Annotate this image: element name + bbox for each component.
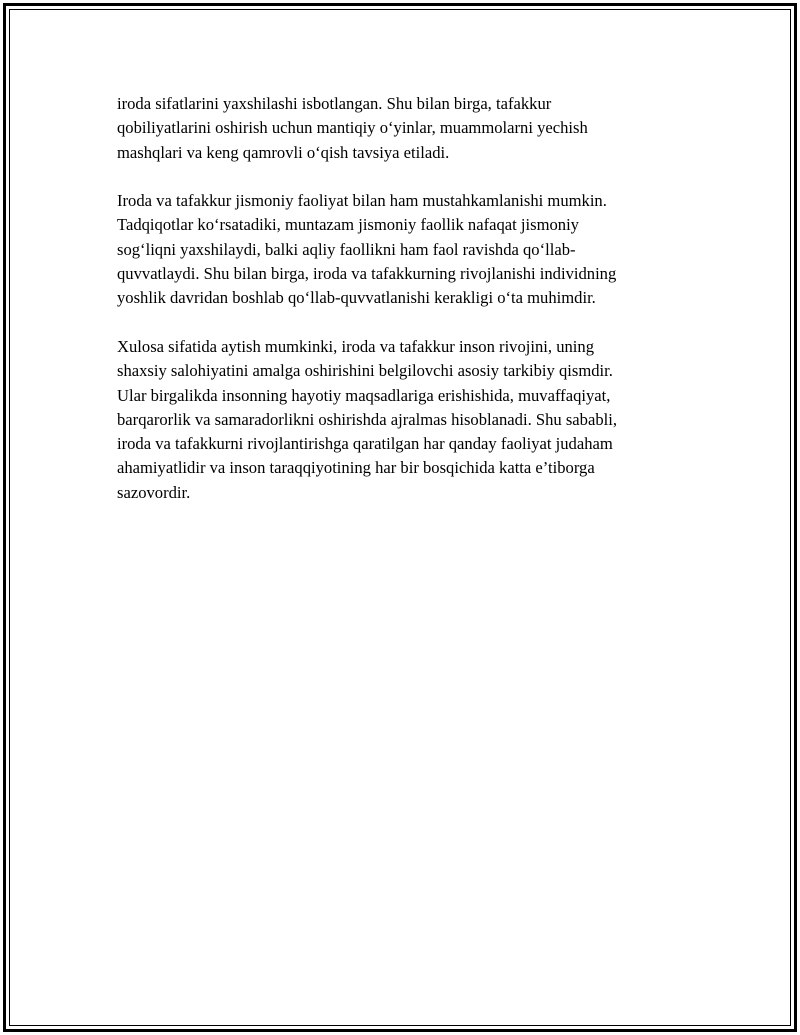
text-line: quvvatlaydi. Shu bilan birga, iroda va tafakkurning rivojlanishi individning: [117, 264, 617, 284]
text-line: qobiliyatlarini oshirish uchun mantiqiy o‘yinlar, muammolarni yechish: [117, 118, 588, 138]
text-line: Iroda va tafakkur jismoniy faoliyat bilan ham mustahkamlanishi mumkin.: [117, 191, 607, 211]
text-line: yoshlik davridan boshlab qo‘llab-quvvatlanishi kerakligi o‘ta muhimdir.: [117, 288, 596, 308]
paragraph-3: [117, 335, 677, 505]
text-line: Xulosa sifatida aytish mumkinki, iroda va tafakkur inson rivojini, uning: [117, 336, 594, 356]
text-line: Ular birgalikda insonning hayotiy maqsadlariga erishishida, muvaffaqiyat,: [117, 385, 611, 405]
paragraph-1: [117, 92, 677, 165]
text-line: shaxsiy salohiyatini amalga oshirishini belgilovchi asosiy tarkibiy qismdir.: [117, 361, 613, 381]
text-line: Tadqiqotlar ko‘rsatadiki, muntazam jismoniy faollik nafaqat jismoniy: [117, 215, 579, 235]
text-line: sog‘liqni yaxshilaydi, balki aqliy faollikni ham faol ravishda qo‘llab-: [117, 239, 576, 259]
document-body: [117, 92, 677, 529]
text-line: barqarorlik va samaradorlikni oshirishda ajralmas hisoblanadi. Shu sababli,: [117, 409, 617, 429]
text-line: mashqlari va keng qamrovli o‘qish tavsiya etiladi.: [117, 142, 450, 162]
text-line: sazovordir.: [117, 482, 191, 502]
text-line: iroda sifatlarini yaxshilashi isbotlangan. Shu bilan birga, tafakkur: [117, 94, 552, 113]
text-line: ahamiyatlidir va inson taraqqiyotining har bir bosqichida katta e’tiborga: [117, 458, 595, 478]
paragraph-2: [117, 189, 677, 310]
text-line: iroda va tafakkurni rivojlantirishga qaratilgan har qanday faoliyat judaham: [117, 434, 613, 454]
